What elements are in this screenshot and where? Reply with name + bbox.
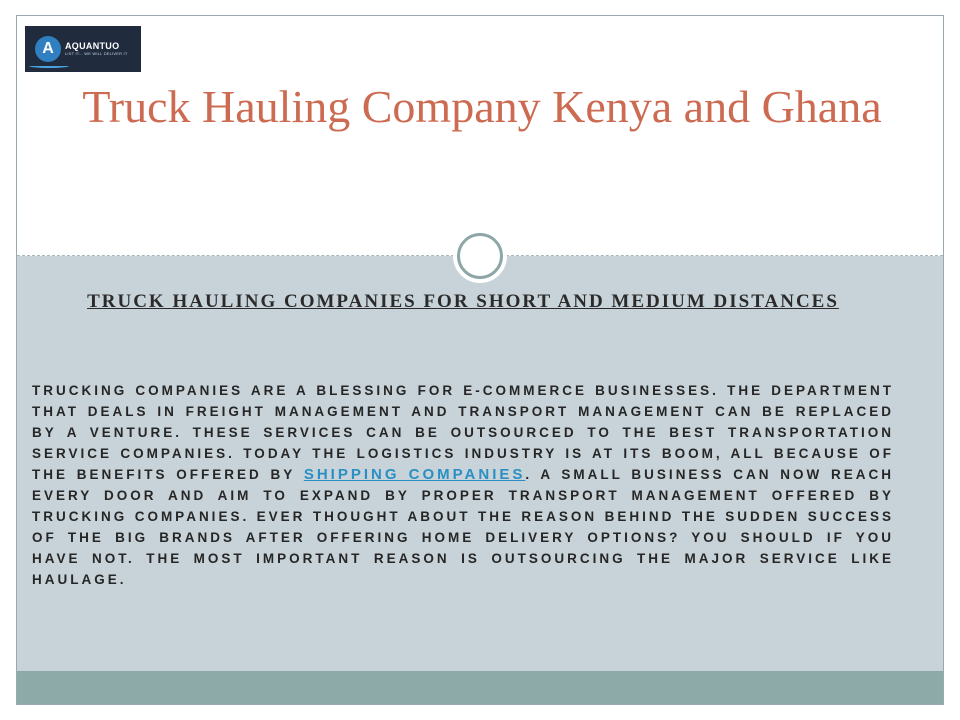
logo-tagline: LIST IT... WE WILL DELIVER IT <box>65 51 128 56</box>
body-text-part-2: . A SMALL BUSINESS CAN NOW REACH EVERY DOOR AND AIM TO EXPAND BY PROPER TRANSPORT MANAGEMENT OFFERED BY TRUCKING COMPANIES. EVER THOUGHT ABOUT THE REASON BEHIND THE SUDDEN SUCCESS OF THE BIG BRANDS AFTER OFFERING HOME DELIVERY OPTIONS? YOU SHOULD IF YOU HAVE NOT. THE MOST IMPORTANT REASON IS OUTSOURCING THE MAJOR SERVICE LIKE HAULAGE. <box>32 467 894 587</box>
section-heading: TRUCK HAULING COMPANIES FOR SHORT AND MEDIUM DISTANCES <box>87 291 839 312</box>
slide <box>16 15 944 705</box>
body-text-part-1: TRUCKING COMPANIES ARE A BLESSING FOR E-COMMERCE BUSINESSES. THE DEPARTMENT THAT DEALS IN FREIGHT MANAGEMENT AND TRANSPORT MANAGEMENT CAN BE REPLACED BY A VENTURE. THESE SERVICES CAN BE OUTSOURCED TO THE BEST TRANSPORTATION SERVICE COMPANIES. TODAY THE LOGISTICS INDUSTRY IS AT ITS BOOM, ALL BECAUSE OF THE BENEFITS OFFERED BY <box>32 383 894 482</box>
title-area <box>17 16 943 256</box>
company-logo <box>25 26 141 72</box>
logo-text <box>65 41 127 57</box>
logo-name: AQUANTUO <box>65 41 120 51</box>
slide-title: Truck Hauling Company Kenya and Ghana <box>82 81 882 132</box>
shipping-companies-link[interactable]: SHIPPING COMPANIES <box>303 466 526 483</box>
divider-ring-icon <box>453 229 507 283</box>
logo-wave-icon <box>29 64 69 68</box>
body-paragraph <box>32 380 894 590</box>
divider-ring-inner <box>457 233 503 279</box>
footer-band <box>17 671 943 705</box>
logo-mark-icon: A <box>35 36 61 62</box>
